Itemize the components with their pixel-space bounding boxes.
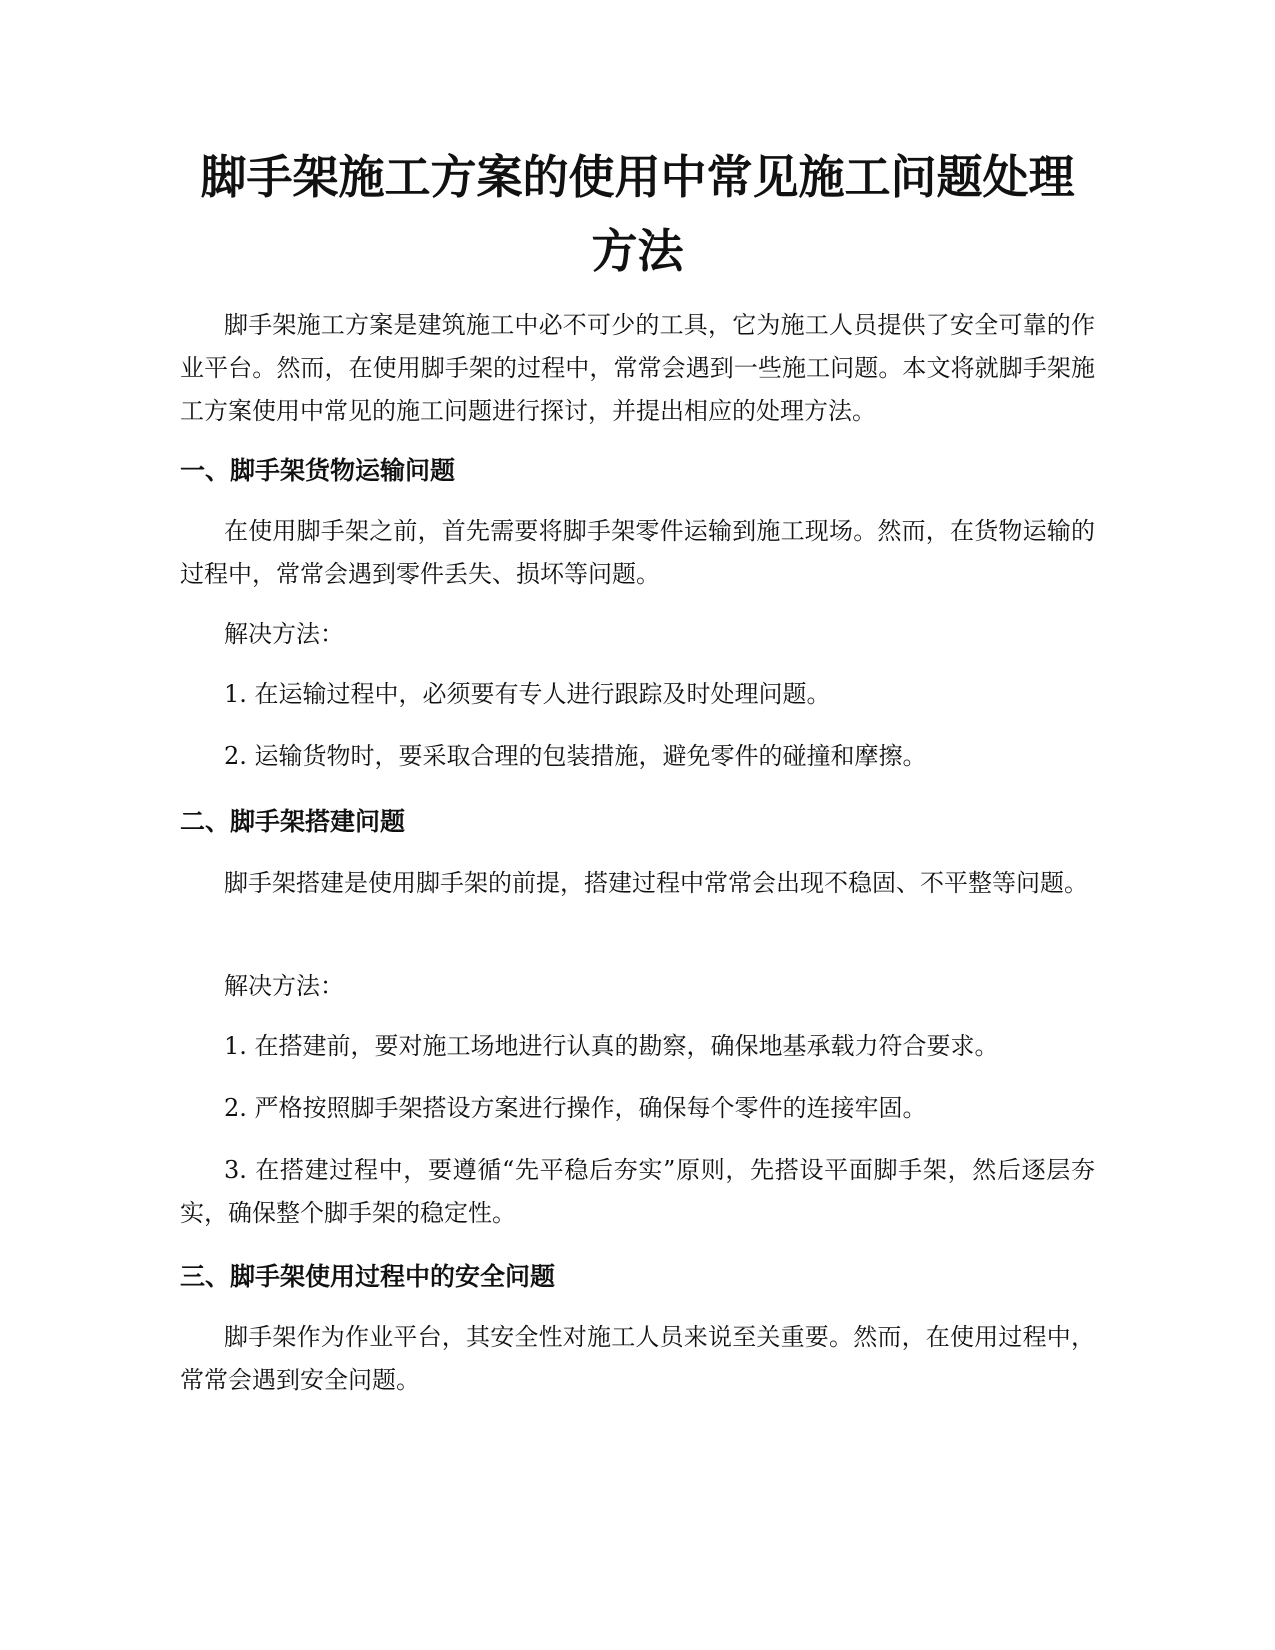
section-3-paragraph: 脚手架作为作业平台，其安全性对施工人员来说至关重要。然而，在使用过程中，常常会遇到安全问题。 [180,1323,1095,1394]
section-1-paragraph: 在使用脚手架之前，首先需要将脚手架零件运输到施工现场。然而，在货物运输的过程中，常常会遇到零件丢失、损坏等问题。 [180,517,1095,588]
section-2-item-2: 2. 严格按照脚手架搭设方案进行操作，确保每个零件的连接牢固。 [224,1094,927,1122]
section-2-heading: 二、脚手架搭建问题 [180,807,406,836]
section-3-heading: 三、脚手架使用过程中的安全问题 [180,1262,556,1291]
section-2-item-3: 3. 在搭建过程中，要遵循“先平稳后夯实”原则，先搭设平面脚手架，然后逐层夯实，确保整个脚手架的稳定性。 [180,1156,1095,1227]
section-2-solution-label: 解决方法： [224,972,344,1000]
section-1-item-2: 2. 运输货物时，要采取合理的包装措施，避免零件的碰撞和摩擦。 [224,742,927,770]
section-1-solution-label: 解决方法： [224,620,344,648]
section-2-paragraph: 脚手架搭建是使用脚手架的前提，搭建过程中常常会出现不稳固、不平整等问题。 [224,869,1088,897]
intro-paragraph: 脚手架施工方案是建筑施工中必不可少的工具，它为施工人员提供了安全可靠的作业平台。然而，在使用脚手架的过程中，常常会遇到一些施工问题。本文将就脚手架施工方案使用中常见的施工问题进行探讨，并提出相应的处理方法。 [180,311,1095,425]
section-1-heading: 一、脚手架货物运输问题 [180,456,456,485]
section-1-item-1: 1. 在运输过程中，必须要有专人进行跟踪及时处理问题。 [224,680,831,708]
document-title: 脚手架施工方案的使用中常见施工问题处理方法 [200,150,1075,278]
section-2-item-1: 1. 在搭建前，要对施工场地进行认真的勘察，确保地基承载力符合要求。 [224,1032,999,1060]
